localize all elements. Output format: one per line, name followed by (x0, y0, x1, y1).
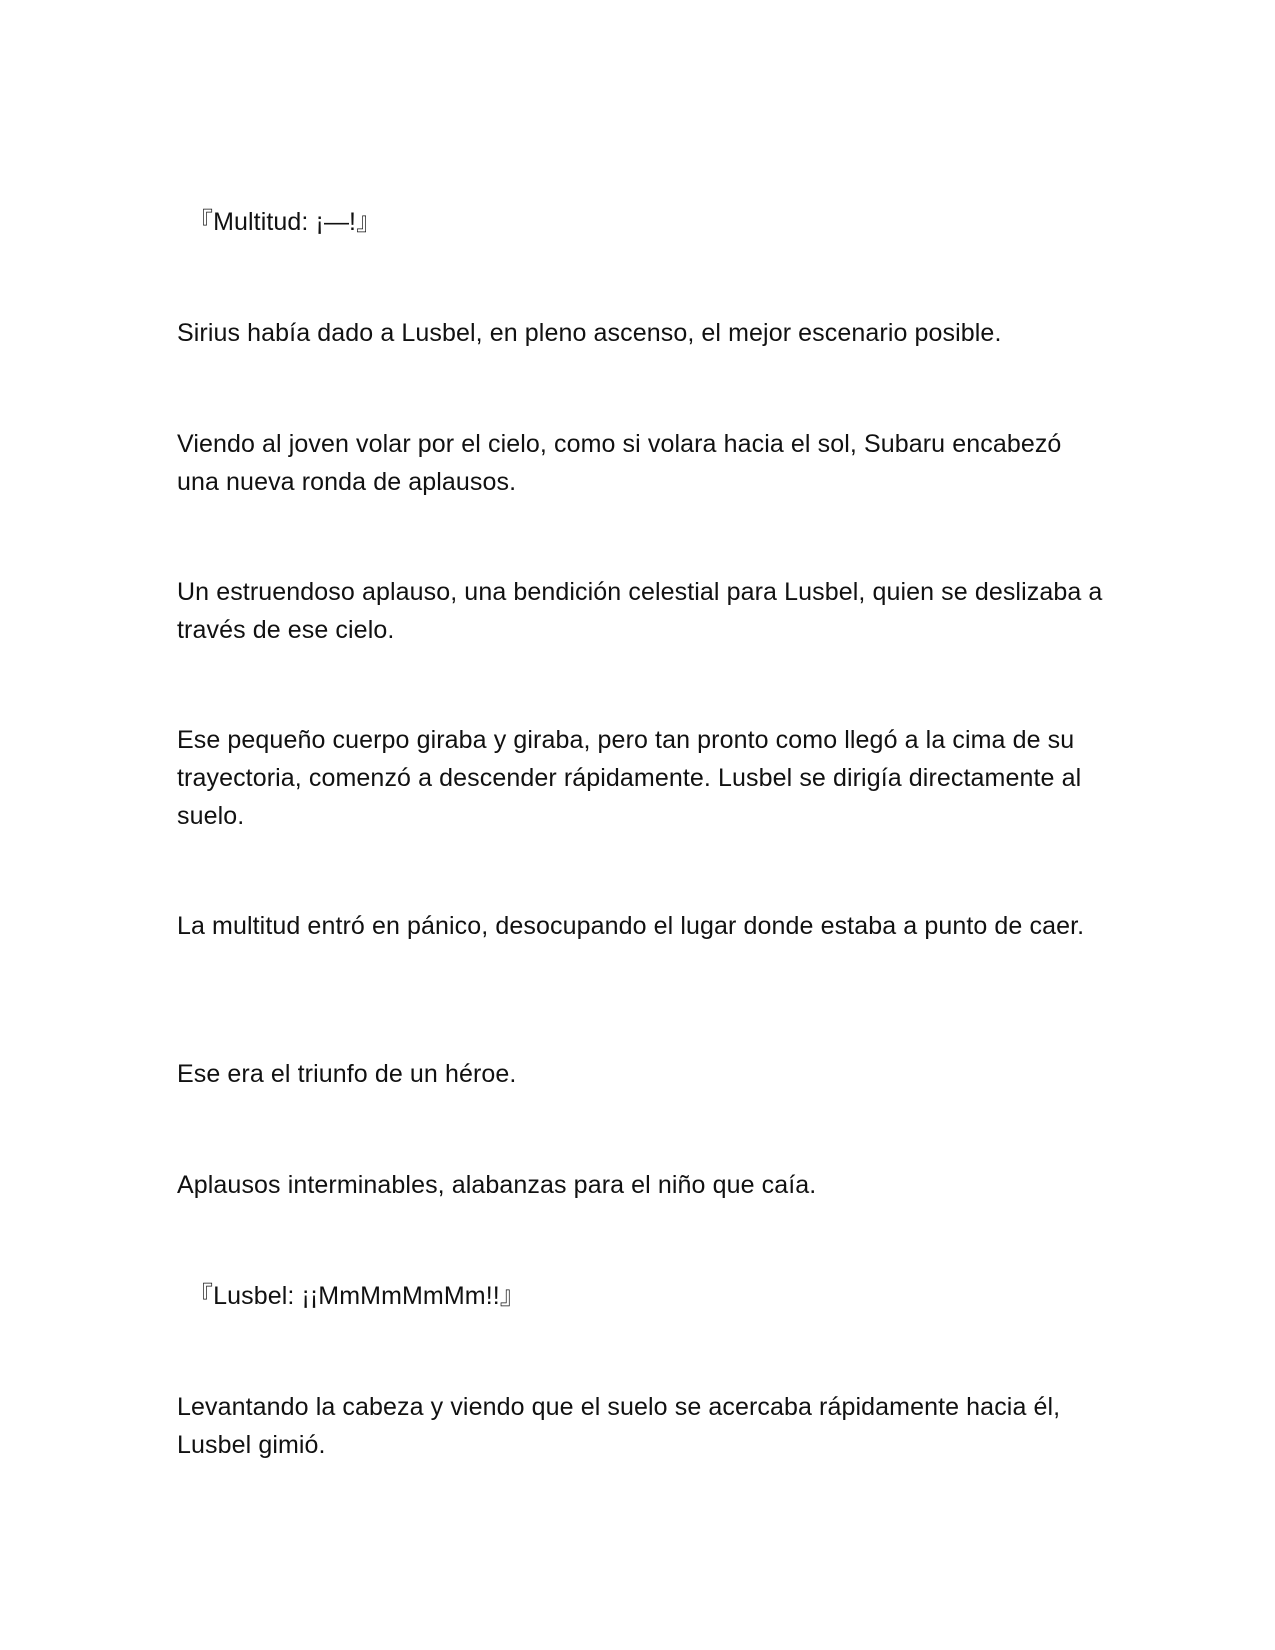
paragraph-9: Levantando la cabeza y viendo que el suelo se acercaba rápidamente hacia él, Lusbel gimió. (177, 1393, 1061, 1459)
paragraph-6: Ese era el triunfo de un héroe. (177, 1060, 517, 1088)
dialogue-multitud: 『Multitud: ¡—!』 (188, 208, 382, 236)
paragraph-5: La multitud entró en pánico, desocupando el lugar donde estaba a punto de caer. (177, 912, 1085, 940)
paragraph-1: Sirius había dado a Lusbel, en pleno ascenso, el mejor escenario posible. (177, 319, 1002, 347)
paragraph-3: Un estruendoso aplauso, una bendición celestial para Lusbel, quien se deslizaba a través de ese cielo. (177, 578, 1103, 644)
paragraph-2: Viendo al joven volar por el cielo, como si volara hacia el sol, Subaru encabezó una nueva ronda de aplausos. (177, 430, 1062, 496)
dialogue-lusbel: 『Lusbel: ¡¡MmMmMmMm!!』 (188, 1282, 525, 1310)
paragraph-7: Aplausos interminables, alabanzas para el niño que caía. (177, 1171, 817, 1199)
paragraph-4: Ese pequeño cuerpo giraba y giraba, pero tan pronto como llegó a la cima de su trayectoria, comenzó a descender rápidamente. Lusbel se dirigía directamente al suelo. (177, 726, 1082, 830)
